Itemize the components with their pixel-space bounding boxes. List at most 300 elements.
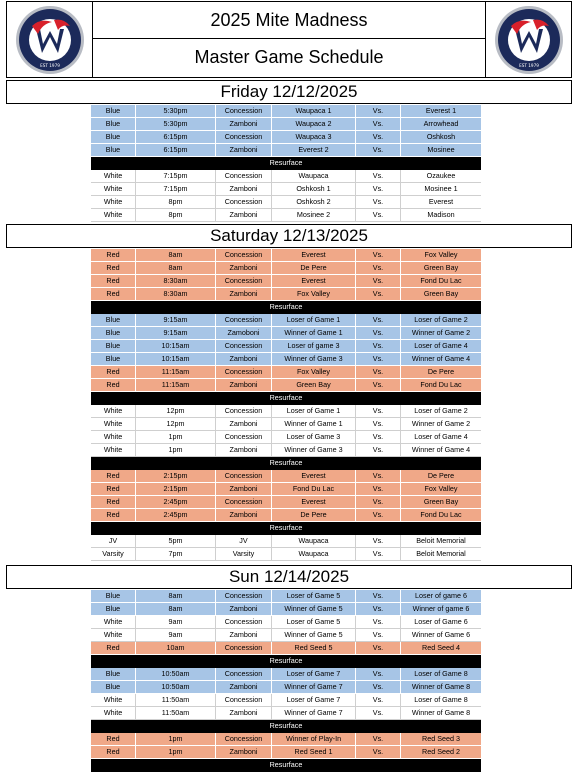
away-team-cell: Winner of game 6 <box>412 604 470 613</box>
rink-cell: Concession <box>216 616 272 628</box>
away-team-cell: Red Seed 4 <box>422 643 460 652</box>
home-team-cell: Waupaca 1 <box>272 105 356 117</box>
rink-cell: Concession <box>216 314 272 326</box>
home-team-cell: Loser of Game 3 <box>272 431 356 443</box>
team-cell: White <box>91 170 136 182</box>
hockey-association-logo <box>14 4 86 76</box>
away-team-cell: Beloit Memorial <box>416 549 466 558</box>
rink-cell: Zamboni <box>216 629 272 641</box>
team-cell: Red <box>91 496 136 508</box>
home-team-cell: Loser of Game 7 <box>272 694 356 706</box>
resurface-label: Resurface <box>269 302 303 311</box>
away-team-cell: Fond Du Lac <box>420 510 462 519</box>
away-team-cell: Everest 1 <box>425 106 457 115</box>
game-row <box>91 405 481 418</box>
svg-text:EST 1979: EST 1979 <box>518 62 539 68</box>
rink-cell: Zamboni <box>216 183 272 195</box>
home-team-cell: Red Seed 1 <box>272 746 356 758</box>
resurface-label: Resurface <box>269 760 303 769</box>
team-cell: White <box>91 444 136 456</box>
home-team-cell: Red Seed 5 <box>272 642 356 654</box>
vs-cell: Vs. <box>356 262 401 274</box>
game-row <box>91 668 481 681</box>
away-team-cell: Loser of game 6 <box>415 591 467 600</box>
game-row <box>91 118 481 131</box>
home-team-cell: De Pere <box>272 262 356 274</box>
game-row <box>91 535 481 548</box>
home-team-cell: Waupaca 3 <box>272 131 356 143</box>
rink-cell: Concession <box>216 249 272 261</box>
rink-cell: Concession <box>216 366 272 378</box>
time-cell: 10:15am <box>136 353 216 365</box>
team-cell: Red <box>91 366 136 378</box>
game-row <box>91 746 481 759</box>
home-team-cell: Waupaca <box>272 535 356 547</box>
rink-cell: Concession <box>216 694 272 706</box>
resurface-row <box>91 301 481 314</box>
vs-cell: Vs. <box>356 209 401 221</box>
team-cell: Red <box>91 470 136 482</box>
rink-cell: Concession <box>216 196 272 208</box>
game-row <box>91 509 481 522</box>
away-team-cell: De Pere <box>427 471 455 480</box>
vs-cell: Vs. <box>356 353 401 365</box>
game-row <box>91 353 481 366</box>
game-row <box>91 629 481 642</box>
time-cell: 8:30am <box>136 275 216 287</box>
time-cell: 10am <box>136 642 216 654</box>
game-row <box>91 603 481 616</box>
away-team-cell: Fox Valley <box>424 484 458 493</box>
rink-cell: Concession <box>216 431 272 443</box>
home-team-cell: Fox Valley <box>272 366 356 378</box>
vs-cell: Vs. <box>356 314 401 326</box>
game-row <box>91 444 481 457</box>
away-team-cell: Loser of Game 2 <box>414 406 468 415</box>
resurface-label: Resurface <box>269 458 303 467</box>
home-team-cell: Winner of Game 5 <box>272 603 356 615</box>
rink-cell: Concession <box>216 668 272 680</box>
home-team-cell: Loser of Game 1 <box>272 314 356 326</box>
away-team-cell: Red Seed 2 <box>422 747 460 756</box>
game-row <box>91 616 481 629</box>
team-cell: Red <box>91 249 136 261</box>
home-team-cell: Oshkosh 1 <box>272 183 356 195</box>
game-row <box>91 483 481 496</box>
title-box <box>93 2 485 77</box>
time-cell: 9am <box>136 616 216 628</box>
away-team-cell: Winner of Game 2 <box>411 328 471 337</box>
game-row <box>91 548 481 561</box>
game-row <box>91 144 481 157</box>
home-team-cell: Everest 2 <box>272 144 356 156</box>
time-cell: 2:15pm <box>136 483 216 495</box>
team-cell: Blue <box>91 681 136 693</box>
resurface-row <box>91 655 481 668</box>
away-team-cell: Loser of Game 8 <box>414 695 468 704</box>
rink-cell: Concession <box>216 642 272 654</box>
vs-cell: Vs. <box>356 170 401 182</box>
vs-cell: Vs. <box>356 288 401 300</box>
team-cell: White <box>91 616 136 628</box>
game-row <box>91 590 481 603</box>
home-team-cell: Loser of Game 5 <box>272 590 356 602</box>
rink-cell: Zamboni <box>216 353 272 365</box>
away-team-cell: Winner of Game 8 <box>411 682 471 691</box>
away-team-cell: Winner of Game 8 <box>411 708 471 717</box>
vs-cell: Vs. <box>356 707 401 719</box>
time-cell: 9:15am <box>136 327 216 339</box>
rink-cell: Concession <box>216 131 272 143</box>
time-cell: 6:15pm <box>136 144 216 156</box>
resurface-row <box>91 157 481 170</box>
vs-cell: Vs. <box>356 746 401 758</box>
away-team-cell: Loser of Game 6 <box>414 617 468 626</box>
time-cell: 7:15pm <box>136 183 216 195</box>
vs-cell: Vs. <box>356 603 401 615</box>
team-cell: Blue <box>91 327 136 339</box>
team-cell: White <box>91 431 136 443</box>
time-cell: 1pm <box>136 733 216 745</box>
vs-cell: Vs. <box>356 418 401 430</box>
vs-cell: Vs. <box>356 694 401 706</box>
team-cell: Blue <box>91 668 136 680</box>
vs-cell: Vs. <box>356 668 401 680</box>
away-team-cell: Beloit Memorial <box>416 536 466 545</box>
vs-cell: Vs. <box>356 118 401 130</box>
game-row <box>91 694 481 707</box>
schedule-block-sunday <box>91 590 481 772</box>
away-team-cell: Fox Valley <box>424 250 458 259</box>
home-team-cell: Mosinee 2 <box>272 209 356 221</box>
rink-cell: Zamboni <box>216 144 272 156</box>
team-cell: Blue <box>91 603 136 615</box>
game-row <box>91 327 481 340</box>
home-team-cell: Oshkosh 2 <box>272 196 356 208</box>
vs-cell: Vs. <box>356 548 401 560</box>
time-cell: 8:30am <box>136 288 216 300</box>
away-team-cell: Mosinee <box>427 145 455 154</box>
game-row <box>91 470 481 483</box>
time-cell: 8am <box>136 249 216 261</box>
game-row <box>91 183 481 196</box>
resurface-label: Resurface <box>269 656 303 665</box>
away-team-cell: Green Bay <box>423 497 459 506</box>
vs-cell: Vs. <box>356 483 401 495</box>
time-cell: 8am <box>136 603 216 615</box>
away-team-cell: Oshkosh <box>426 132 456 141</box>
schedule-header <box>6 1 572 78</box>
game-row <box>91 431 481 444</box>
home-team-cell: Winner of Game 7 <box>272 707 356 719</box>
time-cell: 8am <box>136 262 216 274</box>
game-row <box>91 681 481 694</box>
time-cell: 9am <box>136 629 216 641</box>
team-cell: Blue <box>91 353 136 365</box>
home-team-cell: Waupaca <box>272 170 356 182</box>
time-cell: 5:30pm <box>136 105 216 117</box>
rink-cell: Concession <box>216 405 272 417</box>
team-cell: Red <box>91 746 136 758</box>
team-cell: Varsity <box>91 548 136 560</box>
time-cell: 2:15pm <box>136 470 216 482</box>
game-row <box>91 196 481 209</box>
resurface-row <box>91 457 481 470</box>
vs-cell: Vs. <box>356 379 401 391</box>
time-cell: 2:45pm <box>136 509 216 521</box>
rink-cell: Zamboni <box>216 209 272 221</box>
home-team-cell: Winner of Play-In <box>272 733 356 745</box>
time-cell: 2:45pm <box>136 496 216 508</box>
home-team-cell: Fond Du Lac <box>272 483 356 495</box>
game-row <box>91 366 481 379</box>
team-cell: White <box>91 629 136 641</box>
game-row <box>91 209 481 222</box>
vs-cell: Vs. <box>356 642 401 654</box>
time-cell: 11:15am <box>136 366 216 378</box>
rink-cell: Concession <box>216 340 272 352</box>
rink-cell: Zamboni <box>216 262 272 274</box>
resurface-row <box>91 720 481 733</box>
time-cell: 6:15pm <box>136 131 216 143</box>
vs-cell: Vs. <box>356 131 401 143</box>
team-cell: White <box>91 418 136 430</box>
game-row <box>91 707 481 720</box>
time-cell: 12pm <box>136 405 216 417</box>
team-cell: Red <box>91 262 136 274</box>
away-team-cell: Madison <box>427 210 455 219</box>
home-team-cell: Waupaca 2 <box>272 118 356 130</box>
away-team-cell: Arrowhead <box>423 119 459 128</box>
home-team-cell: Loser of Game 1 <box>272 405 356 417</box>
rink-cell: Zamboni <box>216 118 272 130</box>
time-cell: 12pm <box>136 418 216 430</box>
time-cell: 7pm <box>136 548 216 560</box>
away-team-cell: Loser of Game 4 <box>414 432 468 441</box>
away-team-cell: De Pere <box>427 367 455 376</box>
rink-cell: Zamoboni <box>216 327 272 339</box>
game-row <box>91 642 481 655</box>
vs-cell: Vs. <box>356 275 401 287</box>
rink-cell: Concession <box>216 470 272 482</box>
rink-cell: Concession <box>216 733 272 745</box>
resurface-label: Resurface <box>269 523 303 532</box>
rink-cell: Zamboni <box>216 418 272 430</box>
team-cell: Red <box>91 483 136 495</box>
vs-cell: Vs. <box>356 144 401 156</box>
rink-cell: Concession <box>216 590 272 602</box>
team-cell: Blue <box>91 131 136 143</box>
away-team-cell: Green Bay <box>423 263 459 272</box>
rink-cell: Zamboni <box>216 483 272 495</box>
resurface-label: Resurface <box>269 158 303 167</box>
team-cell: Red <box>91 509 136 521</box>
home-team-cell: Fox Valley <box>272 288 356 300</box>
vs-cell: Vs. <box>356 470 401 482</box>
rink-cell: Concession <box>216 496 272 508</box>
team-cell: Blue <box>91 314 136 326</box>
resurface-row <box>91 759 481 772</box>
away-team-cell: Winner of Game 2 <box>411 419 471 428</box>
home-team-cell: Green Bay <box>272 379 356 391</box>
day-heading-sunday: Sun 12/14/2025 <box>6 565 572 589</box>
team-cell: Red <box>91 733 136 745</box>
game-row <box>91 379 481 392</box>
time-cell: 8pm <box>136 209 216 221</box>
rink-cell: Concession <box>216 170 272 182</box>
team-cell: White <box>91 707 136 719</box>
game-row <box>91 131 481 144</box>
day-heading-saturday: Saturday 12/13/2025 <box>6 224 572 248</box>
home-team-cell: Waupaca <box>272 548 356 560</box>
away-team-cell: Winner of Game 6 <box>411 630 471 639</box>
team-cell: White <box>91 196 136 208</box>
game-row <box>91 262 481 275</box>
time-cell: 1pm <box>136 444 216 456</box>
time-cell: 9:15am <box>136 314 216 326</box>
rink-cell: Zamboni <box>216 379 272 391</box>
team-cell: Red <box>91 275 136 287</box>
rink-cell: Zamboni <box>216 681 272 693</box>
time-cell: 5:30pm <box>136 118 216 130</box>
team-cell: Red <box>91 642 136 654</box>
vs-cell: Vs. <box>356 405 401 417</box>
away-team-cell: Fond Du Lac <box>420 276 462 285</box>
resurface-row <box>91 392 481 405</box>
vs-cell: Vs. <box>356 196 401 208</box>
game-row <box>91 105 481 118</box>
home-team-cell: Loser of Game 7 <box>272 668 356 680</box>
game-row <box>91 418 481 431</box>
team-cell: White <box>91 694 136 706</box>
game-row <box>91 249 481 262</box>
rink-cell: Zamboni <box>216 444 272 456</box>
rink-cell: JV <box>216 535 272 547</box>
resurface-label: Resurface <box>269 393 303 402</box>
schedule-block-friday <box>91 105 481 222</box>
time-cell: 8am <box>136 590 216 602</box>
team-cell: Blue <box>91 144 136 156</box>
game-row <box>91 733 481 746</box>
vs-cell: Vs. <box>356 535 401 547</box>
vs-cell: Vs. <box>356 366 401 378</box>
game-row <box>91 170 481 183</box>
time-cell: 10:50am <box>136 668 216 680</box>
away-team-cell: Mosinee 1 <box>424 184 458 193</box>
game-row <box>91 314 481 327</box>
logo-right <box>485 2 571 77</box>
team-cell: JV <box>91 535 136 547</box>
schedule-block-saturday <box>91 249 481 561</box>
resurface-row <box>91 522 481 535</box>
game-row <box>91 340 481 353</box>
rink-cell: Zamboni <box>216 509 272 521</box>
away-team-cell: Winner of Game 4 <box>411 354 471 363</box>
team-cell: White <box>91 405 136 417</box>
away-team-cell: Loser of Game 4 <box>414 341 468 350</box>
vs-cell: Vs. <box>356 340 401 352</box>
away-team-cell: Fond Du Lac <box>420 380 462 389</box>
rink-cell: Varsity <box>216 548 272 560</box>
home-team-cell: Loser of Game 5 <box>272 616 356 628</box>
vs-cell: Vs. <box>356 681 401 693</box>
home-team-cell: Winner of Game 5 <box>272 629 356 641</box>
away-team-cell: Ozaukee <box>426 171 456 180</box>
time-cell: 10:15am <box>136 340 216 352</box>
away-team-cell: Winner of Game 4 <box>411 445 471 454</box>
time-cell: 1pm <box>136 431 216 443</box>
team-cell: Blue <box>91 590 136 602</box>
away-team-cell: Red Seed 3 <box>422 734 460 743</box>
time-cell: 5pm <box>136 535 216 547</box>
time-cell: 1pm <box>136 746 216 758</box>
home-team-cell: Everest <box>272 275 356 287</box>
team-cell: Blue <box>91 118 136 130</box>
resurface-label: Resurface <box>269 721 303 730</box>
game-row <box>91 288 481 301</box>
vs-cell: Vs. <box>356 249 401 261</box>
home-team-cell: Winner of Game 1 <box>272 327 356 339</box>
rink-cell: Zamboni <box>216 603 272 615</box>
day-heading-friday: Friday 12/12/2025 <box>6 80 572 104</box>
hockey-association-logo <box>493 4 565 76</box>
team-cell: Red <box>91 379 136 391</box>
vs-cell: Vs. <box>356 496 401 508</box>
team-cell: Blue <box>91 105 136 117</box>
away-team-cell: Loser of Game 2 <box>414 315 468 324</box>
game-row <box>91 496 481 509</box>
home-team-cell: Everest <box>272 496 356 508</box>
rink-cell: Concession <box>216 105 272 117</box>
home-team-cell: Everest <box>272 470 356 482</box>
vs-cell: Vs. <box>356 183 401 195</box>
time-cell: 8pm <box>136 196 216 208</box>
team-cell: Blue <box>91 340 136 352</box>
home-team-cell: Everest <box>272 249 356 261</box>
vs-cell: Vs. <box>356 629 401 641</box>
away-team-cell: Loser of Game 8 <box>414 669 468 678</box>
home-team-cell: De Pere <box>272 509 356 521</box>
team-cell: Red <box>91 288 136 300</box>
home-team-cell: Loser of game 3 <box>272 340 356 352</box>
time-cell: 11:50am <box>136 707 216 719</box>
logo-left <box>7 2 93 77</box>
vs-cell: Vs. <box>356 105 401 117</box>
vs-cell: Vs. <box>356 590 401 602</box>
game-row <box>91 275 481 288</box>
svg-text:EST 1979: EST 1979 <box>39 62 60 68</box>
team-cell: White <box>91 183 136 195</box>
rink-cell: Zamboni <box>216 746 272 758</box>
vs-cell: Vs. <box>356 616 401 628</box>
vs-cell: Vs. <box>356 431 401 443</box>
time-cell: 10:50am <box>136 681 216 693</box>
time-cell: 11:50am <box>136 694 216 706</box>
home-team-cell: Winner of Game 3 <box>272 444 356 456</box>
vs-cell: Vs. <box>356 444 401 456</box>
away-team-cell: Everest <box>428 197 454 206</box>
vs-cell: Vs. <box>356 327 401 339</box>
away-team-cell: Green Bay <box>423 289 459 298</box>
rink-cell: Zamboni <box>216 707 272 719</box>
vs-cell: Vs. <box>356 509 401 521</box>
home-team-cell: Winner of Game 1 <box>272 418 356 430</box>
rink-cell: Zamboni <box>216 288 272 300</box>
time-cell: 7:15pm <box>136 170 216 182</box>
page-title: 2025 Mite Madness <box>93 2 485 39</box>
page-subtitle: Master Game Schedule <box>194 47 384 67</box>
vs-cell: Vs. <box>356 733 401 745</box>
